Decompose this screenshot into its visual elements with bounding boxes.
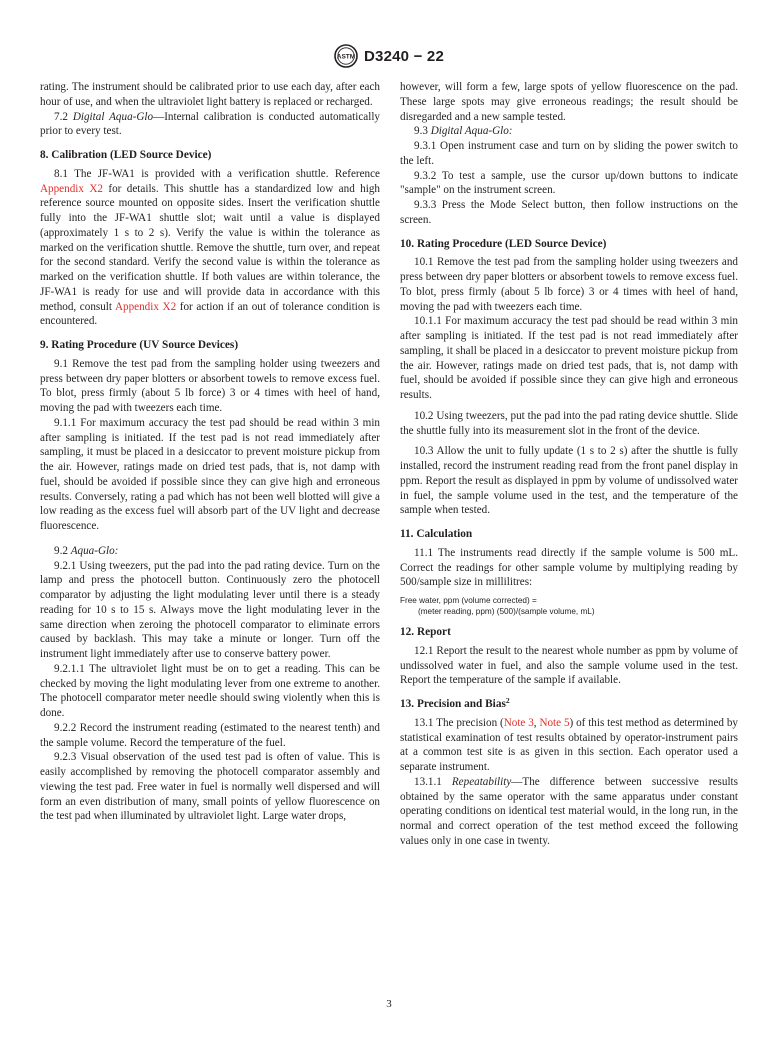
note-3-link[interactable]: Note 3 (503, 716, 534, 729)
paragraph-10-3: 10.3 Allow the unit to fully update (1 s to 2 s) after the shuttle is fully installed, record the instrument reading read from the front panel display in ppm. Report the result as displayed in ppm by volume of undissolved water in fuel, the sample volume used in the test, and the temperature of the sample when tested. (400, 445, 738, 517)
paragraph-13-1-1: 13.1.1 Repeatability—The difference between successive results obtained by the same operator with the same apparatus under constant operating conditions on identical test material would, in the long run, in the normal and correct operation of the test method exceed the following values only in one case in twenty. (400, 775, 738, 847)
formula-line-2: (meter reading, ppm) (500)/(sample volume, mL) (418, 606, 595, 616)
section-9-heading: 9. Rating Procedure (UV Source Devices) (40, 339, 239, 351)
paragraph-9-2-3-continued: however, will form a few, large spots of yellow fluorescence on the pad. These large spots may give erroneous readings; the result should be disregarded and a new sample tested. (400, 81, 738, 123)
paragraph-9-2-1: 9.2.1 Using tweezers, put the pad into the pad rating device. Turn on the lamp and press the photocell button. Continuously zero the photocell comparator by adjusting the light modulating lever until there is a steady reading for 10 s to 15 s. Always move the light modulating lever in the same direction when zeroing the photocell comparator to eliminate errors caused by backlash. This may take a minute or longer. Turn off the instrument light immediately after use to conserve battery power. (40, 559, 380, 660)
paragraph-9-2-3: 9.2.3 Visual observation of the used test pad is often of value. This is easily accomplished by removing the photocell comparator assembly and viewing the test pad. Free water in fuel is normally well dispersed and will form an even distribution of many, small points of yellow fluorescence on the test pad when illuminated by ultraviolet light. Large water drops, (40, 751, 380, 823)
section-13-heading: 13. Precision and Bias$^2$ (400, 696, 510, 710)
paragraph-11-1: 11.1 The instruments read directly if the sample volume is 500 mL. Correct the readings for other sample volume by multiplying reading by 500/sample size in millilitres: (400, 546, 738, 589)
paragraph-8-1: 8.1 The JF-WA1 is provided with a verification shuttle. Reference Appendix X2 for details. This shuttle has a standardized low and high reference source mounted on opposite sides. Insert the verification shuttle fully into the JF-WA1 shuttle slot; wait until a value is displayed (approximately 1 s to 2 s). Verify the value is within the tolerance as marked on the verification shuttle. Remove the shuttle, turn over, and repeat for the second standard. Verify the second value is within the tolerance as marked on the verification shuttle. If both values are within tolerance, the JF-WA1 is ready for use and will provide data in accordance with this method, consult Appendix X2 for action if an out of tolerance condition is encountered. (40, 167, 380, 328)
paragraph-7-2: 7.2 Digital Aqua-Glo—Internal calibration is conducted automatically prior to every test. (40, 110, 380, 138)
page-number: 3 (386, 998, 392, 1010)
section-8-heading: 8. Calibration (LED Source Device) (40, 149, 212, 161)
astm-logo-icon (334, 44, 358, 68)
paragraph-10-1: 10.1 Remove the test pad from the sampling holder using tweezers and press between dry paper blotters or absorbent towels to remove excess fuel. To blot, press firmly (about 5 lb force) 3 or 4 times with heel of hand, moving the pad with tweezers each time. (400, 256, 738, 313)
left-column (40, 80, 380, 824)
appendix-x2-link[interactable]: Appendix X2 (40, 182, 103, 195)
page-header (0, 44, 778, 68)
paragraph-9-3-3: 9.3.3 Press the Mode Select button, then follow instructions on the screen. (400, 199, 738, 226)
standard-designation: D3240 − 22 (364, 47, 444, 65)
paragraph-9-2-2: 9.2.2 Record the instrument reading (estimated to the nearest tenth) and the sample volume. Record the temperature of the fuel. (40, 721, 380, 749)
paragraph-9-2: 9.2 Aqua-Glo: (54, 544, 119, 557)
correction-formula (400, 596, 738, 617)
paragraph-9-3-2: 9.3.2 To test a sample, use the cursor up/down buttons to indicate "sample" on the instrument screen. (400, 169, 738, 197)
paragraph-10-2: 10.2 Using tweezers, put the pad into the pad rating device shuttle. Slide the shuttle fully into its measurement slot in the front of the device. (400, 409, 738, 437)
paragraph-9-3-1: 9.3.1 Open instrument case and turn on by sliding the power switch to the left. (400, 140, 738, 167)
paragraph-12-1: 12.1 Report the result to the nearest whole number as ppm by volume of undissolved water in fuel, and also the sample volume used in the test. Report the temperature of the sample if available. (400, 644, 738, 687)
paragraph-rating-continued: rating. The instrument should be calibrated prior to use each day, after each hour of use, and when the ultraviolet light battery is replaced or recharged. (40, 81, 380, 108)
paragraph-13-1: 13.1 The precision (Note 3, Note 5) of this test method as determined by statistical examination of test results obtained by operator-instrument pairs at a common test site is as given in this section. Each operator used a separate instrument. (400, 716, 738, 773)
footnote-marker[interactable]: 2 (505, 696, 510, 705)
paragraph-9-2-1-1: 9.2.1.1 The ultraviolet light must be on to get a reading. This can be checked by moving the light modulating lever from one extreme to another. The photocell comparator meter needle should swing violently when this is done. (40, 662, 380, 719)
paragraph-9-3: 9.3 Digital Aqua-Glo: (414, 125, 513, 138)
appendix-x2-link[interactable]: Appendix X2 (114, 300, 177, 313)
section-10-heading: 10. Rating Procedure (LED Source Device) (400, 237, 607, 250)
paragraph-9-1: 9.1 Remove the test pad from the sampling holder using tweezers and press between dry paper blotters or absorbent towels to remove excess fuel. To blot, press firmly (about 5 lb force) 3 or 4 times with heel of hand, moving the pad with tweezers each time. (40, 357, 380, 414)
astm-logo-text: ASTM (336, 53, 356, 61)
paragraph-9-1-1: 9.1.1 For maximum accuracy the test pad should be read within 3 min after sampling is initiated. If the test pad is not read immediately after sampling, it must be placed in a desiccator to prevent moisture pickup from the air. However, ratings made on dried test pads, that is, not damp with fuel, should be avoided if possible since they can give high and erroneous results. Conversely, rating a pad which has not been well blotted will give a low reading as the excess fuel will absorb part of the UV light and decrease fluorescence. (40, 416, 380, 532)
section-11-heading: 11. Calculation (400, 528, 473, 540)
section-12-heading: 12. Report (400, 626, 451, 638)
note-5-link[interactable]: Note 5 (539, 716, 570, 729)
right-column (400, 80, 738, 849)
formula-line-1: Free water, ppm (volume corrected) = (400, 596, 537, 605)
paragraph-10-1-1: 10.1.1 For maximum accuracy the test pad should be read within 3 min after sampling is initiated. If the test pad is not read immediately after sampling, it shall be placed in a desiccator to prevent moisture pickup from the air. However, ratings made on dried test pads, that is, not damp with fuel, should be avoided if possible since they can give high and erroneous results. (400, 315, 738, 401)
